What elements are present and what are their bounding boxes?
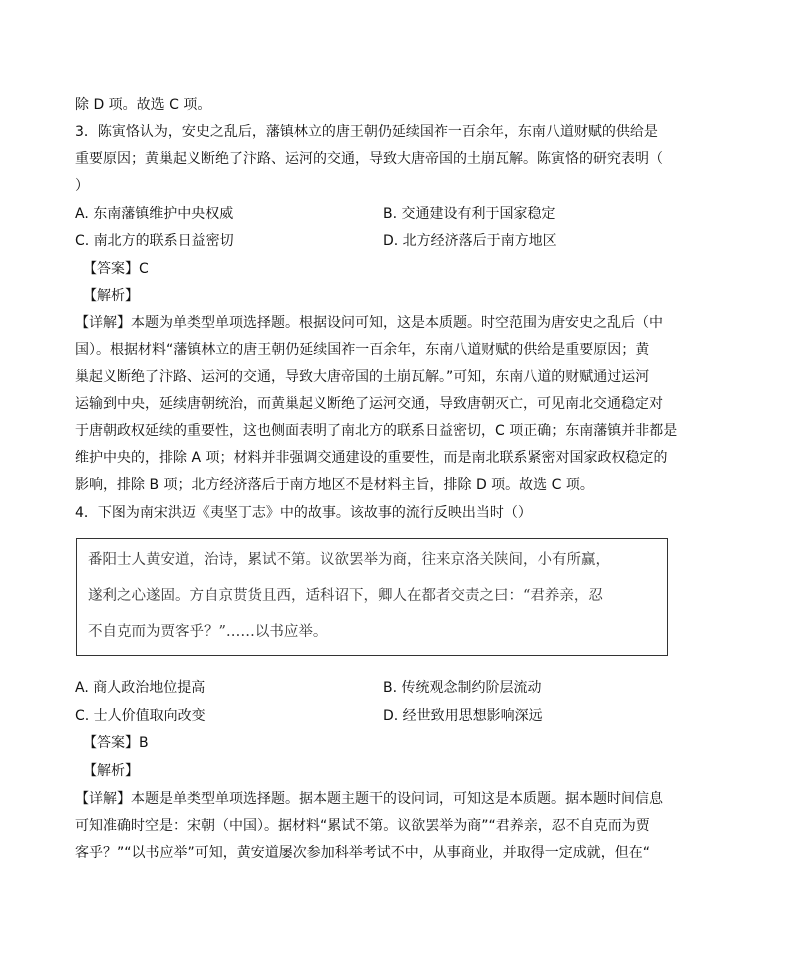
q3-answer: 【答案】C [83,261,149,277]
q3-detail-line: 国）。根据材料“藩镇林立的唐王朝仍延续国祚一百余年，东南八道财赋的供给是重要原因；黄 [75,342,650,358]
q3-option-b: B. 交通建设有利于国家稳定 [383,206,556,222]
q4-detail-line: 客乎？”“以书应举”可知，黄安道屡次参加科举考试不中，从事商业，并取得一定成就，但在“ [75,845,651,861]
question-3-paren: ） [75,178,89,194]
q3-option-c: C. 南北方的联系日益密切 [75,233,234,249]
question-3-stem-cont: 重要原因；黄巢起义断绝了汴路、运河的交通，导致大唐帝国的土崩瓦解。陈寅恪的研究表明（ [75,151,663,167]
q4-option-c: C. 士人价值取向改变 [75,708,206,724]
q4-option-b: B. 传统观念制约阶层流动 [383,680,542,696]
q3-option-a: A. 东南藩镇维护中央权威 [75,206,234,222]
q3-detail-line: 巢起义断绝了汴路、运河的交通，导致大唐帝国的土崩瓦解。”可知，东南八道的财赋通过运河 [75,369,650,385]
q3-detail-line: 影响，排除 B 项；北方经济落后于南方地区不是材料主旨，排除 D 项。故选 C 项。 [75,477,594,493]
text-line: 除 D 项。故选 C 项。 [75,97,212,113]
quote-box [76,538,668,656]
question-4-stem: 4．下图为南宋洪迈《夷坚丁志》中的故事。该故事的流行反映出当时（） [75,505,532,521]
q3-analysis-label: 【解析】 [83,288,139,304]
quote-line: 遂利之心遂固。方自京贳货且西，适科诏下，卿人在都者交责之曰：“君养亲，忍 [88,588,603,604]
q4-analysis-label: 【解析】 [83,763,139,779]
q4-detail-line: 【详解】本题是单类型单项选择题。据本题主题干的设问词，可知这是本质题。据本题时间信息 [75,791,663,807]
q4-detail-line: 可知准确时空是：宋朝（中国）。据材料“累试不第。议欲罢举为商”“君养亲，忍不自克而为贾 [75,818,650,834]
q3-detail-line: 维护中央的，排除 A 项；材料并非强调交通建设的重要性，而是南北联系紧密对国家政权稳定的 [75,450,668,466]
quote-line: 番阳士人黄安道，治诗，累试不第。议欲罢举为商，往来京洛关陕间，小有所赢， [88,552,610,568]
question-3-stem: 3．陈寅恪认为，安史之乱后，藩镇林立的唐王朝仍延续国祚一百余年，东南八道财赋的供给是 [75,124,658,140]
q3-detail-line: 运输到中央，延续唐朝统治，而黄巢起义断绝了运河交通，导致唐朝灭亡，可见南北交通稳定对 [75,396,663,412]
q3-detail-line: 【详解】本题为单类型单项选择题。根据设问可知，这是本质题。时空范围为唐安史之乱后（中 [75,315,663,331]
q4-option-d: D. 经世致用思想影响深远 [383,708,543,724]
q4-answer: 【答案】B [83,735,149,751]
quote-line: 不自克而为贾客乎？”……以书应举。 [88,624,328,640]
q3-option-d: D. 北方经济落后于南方地区 [383,233,557,249]
q4-option-a: A. 商人政治地位提高 [75,680,206,696]
q3-detail-line: 于唐朝政权延续的重要性，这也侧面表明了南北方的联系日益密切，C 项正确；东南藩镇并非都是 [75,423,678,439]
